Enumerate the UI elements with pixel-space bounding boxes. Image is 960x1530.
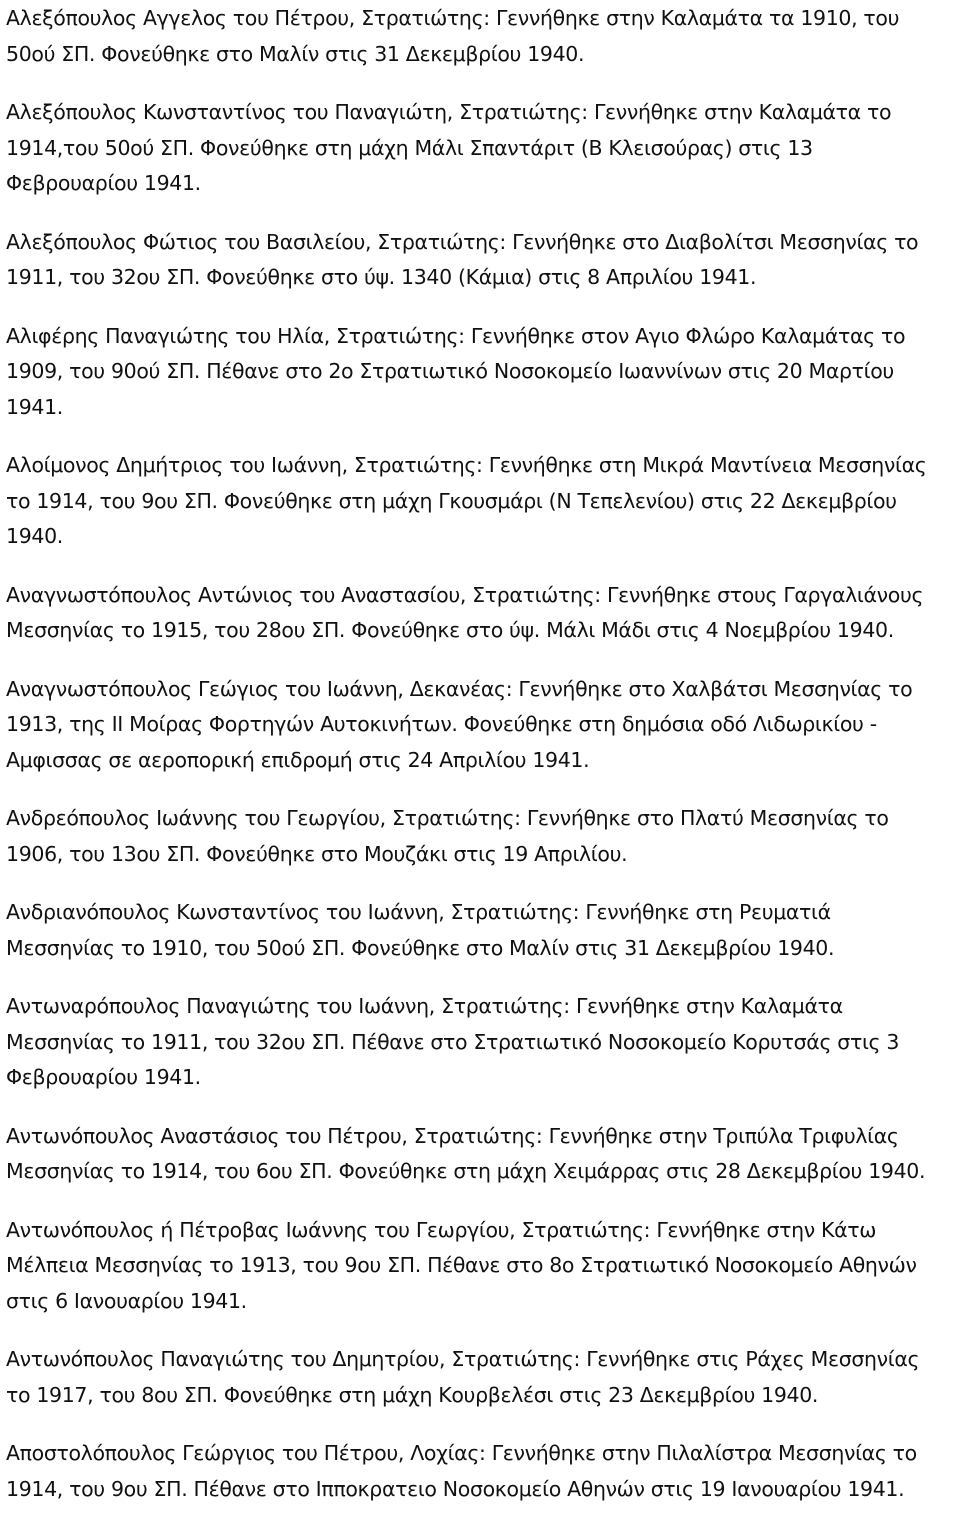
entry-alexopoulos-angelos xyxy=(6,1,956,72)
entry-line: Αναγνωστόπουλος Γεώγιος του Ιωάννη, Δεκανέας: Γεννήθηκε στο Χαλβάτσι Μεσσηνίας το xyxy=(6,676,913,701)
entry-line: Αμφισσας σε αεροπορική επιδρομή στις 24 Απριλίου 1941. xyxy=(6,747,590,772)
entry-line: στις 6 Ιανουαρίου 1941. xyxy=(6,1288,247,1313)
entry-line: Μεσσηνίας το 1911, του 32ου ΣΠ. Πέθανε στο Στρατιωτικό Νοσοκομείο Κορυτσάς στις 3 xyxy=(6,1029,900,1054)
entry-line: 1909, του 90ού ΣΠ. Πέθανε στο 2ο Στρατιωτικό Νοσοκομείο Ιωαννίνων στις 20 Μαρτίου xyxy=(6,359,894,383)
entry-line: Αλοίμονος Δημήτριος του Ιωάννη, Στρατιώτης: Γεννήθηκε στη Μικρά Μαντίνεια Μεσσηνίας xyxy=(6,453,927,477)
entry-line: 1914, του 9ου ΣΠ. Πέθανε στο Ιπποκρατειο Νοσοκομείο Αθηνών στις 19 Ιανουαρίου 1941. xyxy=(6,1476,905,1501)
entry-line: 1941. xyxy=(6,394,63,419)
entry-line: 1940. xyxy=(6,524,63,548)
entry-line: Φεβρουαρίου 1941. xyxy=(6,1065,201,1089)
entry-line: Μεσσηνίας το 1915, του 28ου ΣΠ. Φονεύθηκε στο ύψ. Μάλι Μάδι στις 4 Νοεμβρίου 1940. xyxy=(6,618,894,642)
entry-line: 1914,του 50ού ΣΠ. Φονεύθηκε στη μάχη Μάλι Σπαντάριτ (Β Κλεισούρας) στις 13 xyxy=(6,135,813,160)
entry-line: 1906, του 13ου ΣΠ. Φονεύθηκε στο Μουζάκι στις 19 Απριλίου. xyxy=(6,841,628,866)
entry-line: 1913, της ΙΙ Μοίρας Φορτηγών Αυτοκινήτων. Φονεύθηκε στη δημόσια οδό Λιδωρικίου - xyxy=(6,712,877,736)
entry-alexopoulos-konstantinos xyxy=(6,95,956,202)
entry-line: Αντωνόπουλος ή Πέτροβας Ιωάννης του Γεωργίου, Στρατιώτης: Γεννήθηκε στην Κάτω xyxy=(6,1217,877,1242)
entry-line: Αλεξόπουλος Φώτιος του Βασιλείου, Στρατιώτης: Γεννήθηκε στο Διαβολίτσι Μεσσηνίας το xyxy=(6,229,919,254)
entry-line: Αποστολόπουλος Γεώργιος του Πέτρου, Λοχίας: Γεννήθηκε στην Πιλαλίστρα Μεσσηνίας το xyxy=(6,1441,917,1465)
entry-andreopoulos-ioannis xyxy=(6,801,956,872)
entry-line: 1911, του 32ου ΣΠ. Φονεύθηκε στο ύψ. 1340 (Κάμια) στις 8 Απριλίου 1941. xyxy=(6,265,757,289)
entry-antonopoulos-anastasios xyxy=(6,1119,956,1190)
entry-line: Φεβρουαρίου 1941. xyxy=(6,171,201,195)
entry-line: Ανδριανόπουλος Κωνσταντίνος του Ιωάννη, Στρατιώτης: Γεννήθηκε στη Ρευματιά xyxy=(6,900,831,924)
entry-line: Μέλπεια Μεσσηνίας το 1913, του 9ου ΣΠ. Πέθανε στο 8ο Στρατιωτικό Νοσοκομείο Αθηνών xyxy=(6,1253,917,1277)
entry-line: Ανδρεόπουλος Ιωάννης του Γεωργίου, Στρατιώτης: Γεννήθηκε στο Πλατύ Μεσσηνίας το xyxy=(6,806,889,830)
entry-aliferis-panagiotis xyxy=(6,319,956,426)
entry-anagnostopoulos-antonios xyxy=(6,578,956,649)
entry-antonaropoulos-panagiotis xyxy=(6,989,956,1096)
document-page xyxy=(6,0,956,1530)
entry-antonopoulos-panagiotis xyxy=(6,1342,956,1413)
entry-aloimonos-dimitrios xyxy=(6,448,956,555)
entry-line: Αναγνωστόπουλος Αντώνιος του Αναστασίου, Στρατιώτης: Γεννήθηκε στους Γαργαλιάνους xyxy=(6,582,924,607)
entry-antonopoulos-petrovas-ioannis xyxy=(6,1213,956,1320)
entry-anagnostopoulos-geogios xyxy=(6,672,956,779)
entry-alexopoulos-fotios xyxy=(6,225,956,296)
entry-line: Μεσσηνίας το 1914, του 6ου ΣΠ. Φονεύθηκε στη μάχη Χειμάρρας στις 28 Δεκεμβρίου 1940. xyxy=(6,1159,926,1183)
entry-line: Αλεξόπουλος Κωνσταντίνος του Παναγιώτη, Στρατιώτης: Γεννήθηκε στην Καλαμάτα το xyxy=(6,100,892,124)
entry-line: Αντωναρόπουλος Παναγιώτης του Ιωάννη, Στρατιώτης: Γεννήθηκε στην Καλαμάτα xyxy=(6,994,843,1018)
entry-line: Μεσσηνίας το 1910, του 50ού ΣΠ. Φονεύθηκε στο Μαλίν στις 31 Δεκεμβρίου 1940. xyxy=(6,935,835,960)
entry-line: 50ού ΣΠ. Φονεύθηκε στο Μαλίν στις 31 Δεκεμβρίου 1940. xyxy=(6,41,585,66)
entry-line: Αντωνόπουλος Αναστάσιος του Πέτρου, Στρατιώτης: Γεννήθηκε στην Τριπύλα Τριφυλίας xyxy=(6,1123,899,1148)
entry-line: Αλεξόπουλος Αγγελος του Πέτρου, Στρατιώτης: Γεννήθηκε στην Καλαμάτα τα 1910, του xyxy=(6,6,900,30)
entry-andrianopoulos-konstantinos xyxy=(6,895,956,966)
entry-apostolopoulos-georgios xyxy=(6,1436,956,1507)
entry-line: Αλιφέρης Παναγιώτης του Ηλία, Στρατιώτης: Γεννήθηκε στον Αγιο Φλώρο Καλαμάτας το xyxy=(6,323,906,348)
entry-line: Αντωνόπουλος Παναγιώτης του Δημητρίου, Στρατιώτης: Γεννήθηκε στις Ράχες Μεσσηνίας xyxy=(6,1347,920,1371)
entry-line: το 1917, του 8ου ΣΠ. Φονεύθηκε στη μάχη Κουρβελέσι στις 23 Δεκεμβρίου 1940. xyxy=(6,1382,819,1407)
entry-line: το 1914, του 9ου ΣΠ. Φονεύθηκε στη μάχη Γκουσμάρι (Ν Τεπελενίου) στις 22 Δεκεμβρίου xyxy=(6,488,897,513)
